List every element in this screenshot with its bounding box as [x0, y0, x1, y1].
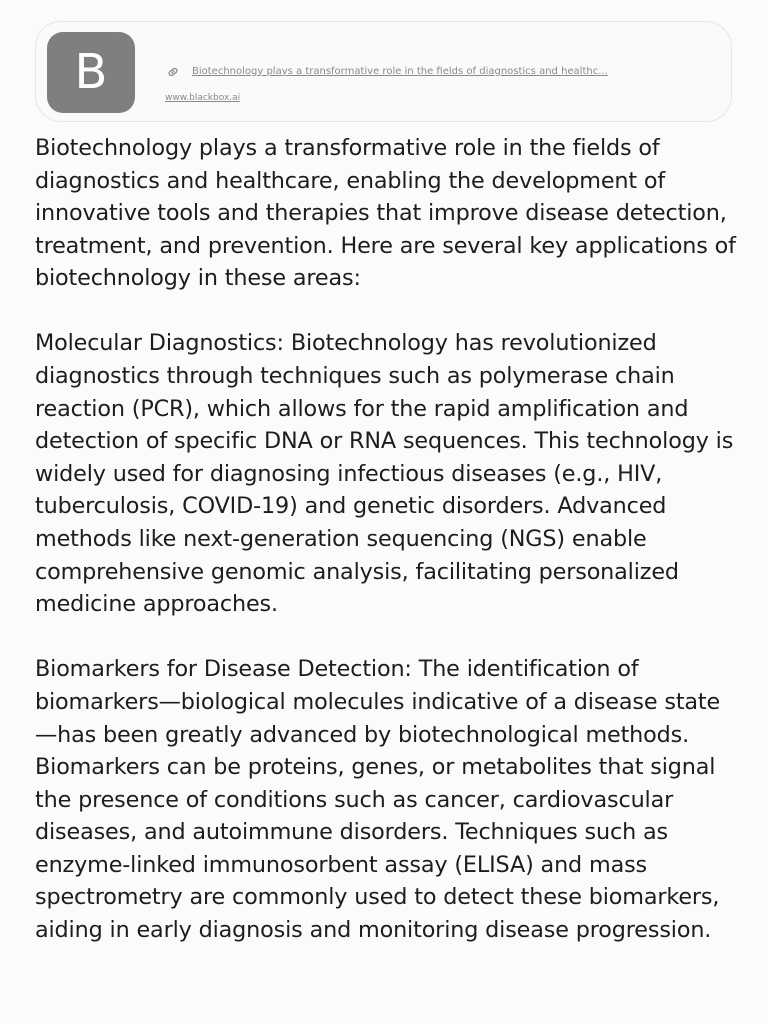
intro-paragraph: Biotechnology plays a transformative role in the fields of diagnostics and healthcare, enabling the development of innovative tools and therapies that improve disease detection, treatment, and prevention. Here are several key applications of biotechnology in these areas:	[35, 135, 736, 292]
source-card[interactable]	[35, 21, 732, 122]
source-avatar: B	[47, 32, 135, 113]
source-link-row[interactable]	[166, 63, 662, 79]
link-icon	[166, 64, 180, 78]
molecular-diagnostics-paragraph: Molecular Diagnostics: Biotechnology has revolutionized diagnostics through techniques such as polymerase chain reaction (PCR), which allows for the rapid amplification and detection of specific DNA or RNA sequences. This technology is widely used for diagnosing infectious diseases (e.g., HIV, tuberculosis, COVID-19) and genetic disorders. Advanced methods like next-generation sequencing (NGS) enable comprehensive genomic analysis, facilitating personalized medicine approaches.	[35, 330, 734, 618]
source-link-title[interactable]: Biotechnology plays a transformative role in the fields of diagnostics and healthc...	[192, 65, 608, 77]
answer-content	[35, 132, 741, 979]
biomarkers-paragraph: Biomarkers for Disease Detection: The identification of biomarkers—biological molecules indicative of a disease state—has been greatly advanced by biotechnological methods. Biomarkers can be proteins, genes, or metabolites that signal the presence of conditions such as cancer, cardiovascular diseases, and autoimmune disorders. Techniques such as enzyme-linked immunosorbent assay (ELISA) and mass spectrometry are commonly used to detect these biomarkers, aiding in early diagnosis and monitoring disease progression.	[35, 656, 721, 944]
source-domain[interactable]: www.blackbox.ai	[165, 93, 241, 103]
